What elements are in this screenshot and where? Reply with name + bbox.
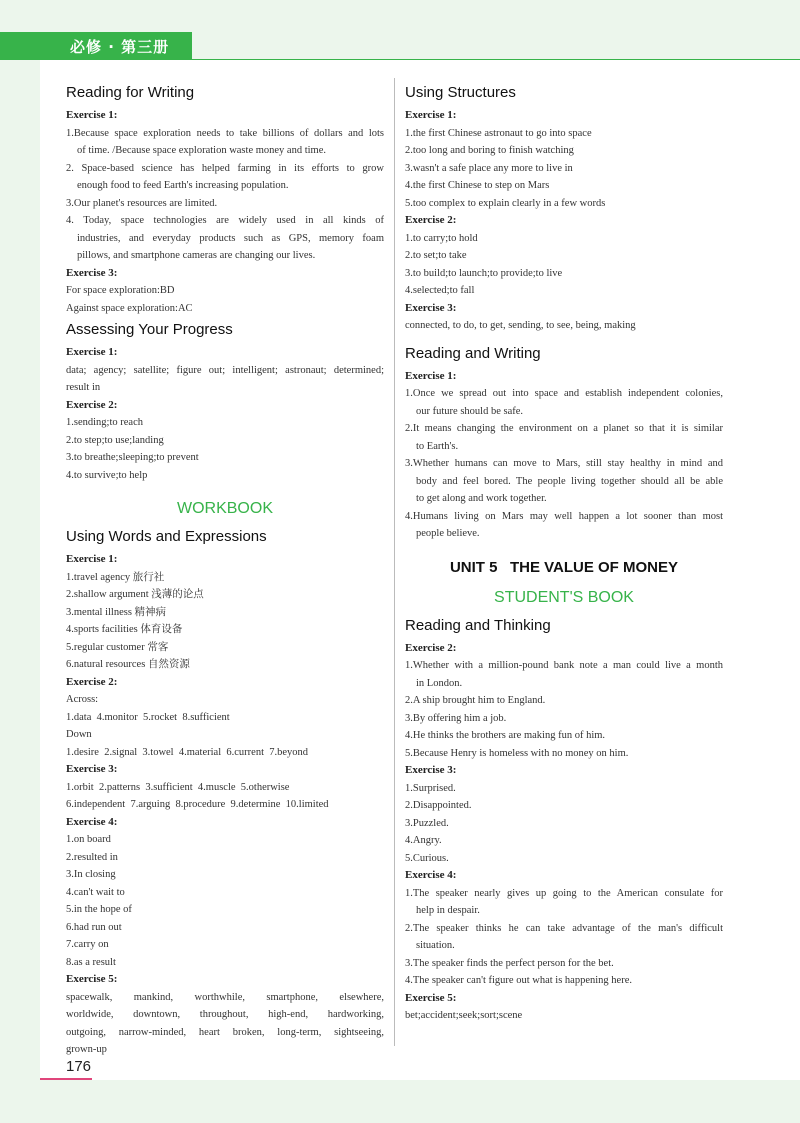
- answer-line: 2.The speaker thinks he can take advantage of the man's difficult: [405, 922, 723, 934]
- answer-line: result in: [66, 382, 101, 393]
- answer-line: Across:: [66, 694, 99, 705]
- exercise-label: Exercise 1:: [66, 346, 118, 358]
- unit-heading: UNIT 5 THE VALUE OF MONEY: [449, 558, 679, 576]
- answer-line: 4.Humans living on Mars may well happen a lot sooner than most: [405, 510, 723, 522]
- answer-line: 4.can't wait to: [66, 886, 125, 898]
- answer-line: enough food to feed Earth's increasing population.: [77, 180, 289, 191]
- section-title: Assessing Your Progress: [66, 321, 233, 338]
- answer-line: 2.to step;to use;landing: [66, 434, 164, 446]
- answer-line: our future should be safe.: [416, 405, 524, 417]
- answer-line: 5.in the hope of: [66, 904, 132, 915]
- answer-line: people believe.: [416, 528, 480, 539]
- answer-line: connected, to do, to get, sending, to see, being, making: [405, 320, 636, 331]
- exercise-label: Exercise 3:: [405, 764, 457, 776]
- answer-line: 2.Disappointed.: [405, 800, 472, 811]
- answer-line: body and feel bored. The people living together should all be able: [416, 475, 723, 487]
- answer-line: 3.wasn't a safe place any more to live in: [405, 162, 573, 174]
- header-label: 必修 · 第三册: [70, 37, 170, 56]
- section-title: Using Words and Expressions: [66, 528, 267, 545]
- answer-line: 3.In closing: [66, 869, 116, 880]
- answer-line: industries, and everyday products such as GPS, memory foam: [77, 232, 384, 244]
- page-number-underline: [40, 1078, 92, 1080]
- exercise-label: Exercise 5:: [66, 973, 118, 985]
- exercise-label: Exercise 2:: [66, 675, 118, 688]
- exercise-label: Exercise 1:: [405, 369, 457, 382]
- answer-line: outgoing, narrow-minded, heart broken, long-term, sightseeing,: [66, 1026, 384, 1038]
- answer-line: 2.A ship brought him to England.: [405, 695, 546, 706]
- exercise-label: Exercise 3:: [66, 266, 118, 279]
- answer-line: 1.data 4.monitor 5.rocket 8.sufficient: [66, 711, 230, 723]
- answer-line: 3.to breathe;sleeping;to prevent: [66, 452, 199, 463]
- exercise-label: Exercise 2:: [405, 214, 457, 226]
- answer-line: 8.as a result: [66, 956, 116, 968]
- answer-line: pillows, and smartphone cameras are changing our lives.: [77, 250, 316, 261]
- header-bar: [0, 32, 192, 60]
- exercise-label: Exercise 4:: [66, 815, 118, 828]
- exercise-label: Exercise 1:: [405, 109, 457, 121]
- answer-line: 3.Puzzled.: [405, 817, 449, 829]
- header-rule: [192, 59, 800, 60]
- section-title: Using Structures: [405, 84, 516, 101]
- answer-line: 2.resulted in: [66, 851, 118, 863]
- answer-line: 7.carry on: [66, 939, 109, 950]
- answer-line: 1.The speaker nearly gives up going to the American consulate for: [405, 887, 723, 899]
- answer-line: 3.to build;to launch;to provide;to live: [405, 267, 563, 279]
- left-column: [66, 80, 384, 1059]
- exercise-label: Exercise 3:: [66, 763, 118, 775]
- answer-line: 1.Once we spread out into space and establish independent colonies,: [405, 388, 723, 399]
- answer-line: 1.Whether with a million-pound bank note a man could live a month: [405, 660, 723, 671]
- answer-line: situation.: [416, 940, 455, 951]
- answer-line: 4. Today, space technologies are widely used in all kinds of: [66, 215, 384, 226]
- answer-line: 3.mental illness 精神病: [66, 606, 167, 618]
- answer-line: 4.The speaker can't figure out what is happening here.: [405, 975, 632, 986]
- answer-line: 4.Angry.: [405, 835, 442, 846]
- answer-line: 1.Surprised.: [405, 782, 456, 794]
- section-title: Reading and Writing: [405, 344, 541, 362]
- answer-line: 6.natural resources 自然资源: [66, 659, 190, 670]
- answer-line: 4.selected;to fall: [405, 285, 475, 296]
- students-book-heading: STUDENT'S BOOK: [494, 588, 634, 606]
- page-number: 176: [66, 1058, 92, 1075]
- answer-line: 2. Space-based science has helped farming in its efforts to grow: [66, 162, 384, 174]
- answer-line: 3.Whether humans can move to Mars, still stay healthy in mind and: [405, 458, 723, 469]
- answer-line: 3.By offering him a job.: [405, 712, 507, 724]
- answer-line: 5.too complex to explain clearly in a few words: [405, 197, 606, 209]
- answer-line: 1.travel agency 旅行社: [66, 571, 165, 583]
- answer-line: in London.: [416, 677, 463, 689]
- answer-line: help in despair.: [416, 905, 480, 916]
- answer-line: data; agency; satellite; figure out; intelligent; astronaut; determined;: [66, 364, 384, 376]
- answer-line: 2.It means changing the environment on a planet so that it is similar: [405, 423, 723, 434]
- answer-line: spacewalk, mankind, worthwhile, smartphone, elsewhere,: [66, 991, 384, 1003]
- answer-line: 3.Our planet's resources are limited.: [66, 197, 218, 209]
- answer-line: 6.had run out: [66, 921, 122, 933]
- exercise-label: Exercise 2:: [66, 398, 118, 411]
- answer-line: worldwide, downtown, throughout, high-end, hardworking,: [66, 1009, 384, 1020]
- answer-line: 2.shallow argument 浅薄的论点: [66, 589, 204, 600]
- answer-line: 5.regular customer 常客: [66, 641, 169, 653]
- answer-line: to Earth's.: [416, 440, 459, 452]
- answer-line: 5.Because Henry is homeless with no money on him.: [405, 747, 629, 759]
- answer-line: 1.Because space exploration needs to take billions of dollars and lots: [66, 127, 384, 139]
- exercise-label: Exercise 3:: [405, 301, 457, 314]
- answer-line: of time. /Because space exploration waste money and time.: [77, 145, 327, 156]
- answer-line: 2.too long and boring to finish watching: [405, 145, 574, 156]
- answer-line: 2.to set;to take: [405, 250, 467, 261]
- answer-line: bet;accident;seek;sort;scene: [405, 1010, 523, 1021]
- section-title: Reading for Writing: [66, 84, 195, 101]
- answer-line: 1.orbit 2.patterns 3.sufficient 4.muscle 5.otherwise: [66, 781, 290, 793]
- workbook-heading: WORKBOOK: [176, 500, 273, 517]
- answer-line: 1.sending;to reach: [66, 417, 143, 428]
- answer-line: 1.to carry;to hold: [405, 232, 478, 244]
- exercise-label: Exercise 5:: [405, 991, 457, 1004]
- section-title: Reading and Thinking: [405, 616, 551, 634]
- answer-line: 3.The speaker finds the perfect person for the bet.: [405, 957, 614, 969]
- answer-line: 4.the first Chinese to step on Mars: [405, 180, 550, 191]
- answer-line: 1.the first Chinese astronaut to go into space: [405, 127, 592, 139]
- answer-line: 5.Curious.: [405, 852, 449, 864]
- answer-line: 4.sports facilities 体育设备: [66, 624, 183, 635]
- answer-line: Against space exploration:AC: [66, 302, 193, 314]
- answer-line: Down: [66, 729, 92, 740]
- exercise-label: Exercise 4:: [405, 869, 457, 881]
- right-column: [405, 80, 723, 1025]
- answer-line: 4.to survive;to help: [66, 469, 148, 481]
- answer-line: 4.He thinks the brothers are making fun of him.: [405, 730, 606, 741]
- answer-line: For space exploration:BD: [66, 285, 175, 296]
- exercise-label: Exercise 1:: [66, 109, 118, 121]
- column-divider: [394, 78, 395, 1046]
- exercise-label: Exercise 1:: [66, 553, 118, 565]
- answer-line: to get along and work together.: [416, 493, 547, 504]
- answer-line: 1.on board: [66, 834, 111, 845]
- answer-line: grown-up: [66, 1044, 107, 1055]
- exercise-label: Exercise 2:: [405, 641, 457, 654]
- answer-line: 1.desire 2.signal 3.towel 4.material 6.current 7.beyond: [66, 746, 309, 758]
- answer-line: 6.independent 7.arguing 8.procedure 9.determine 10.limited: [66, 799, 329, 810]
